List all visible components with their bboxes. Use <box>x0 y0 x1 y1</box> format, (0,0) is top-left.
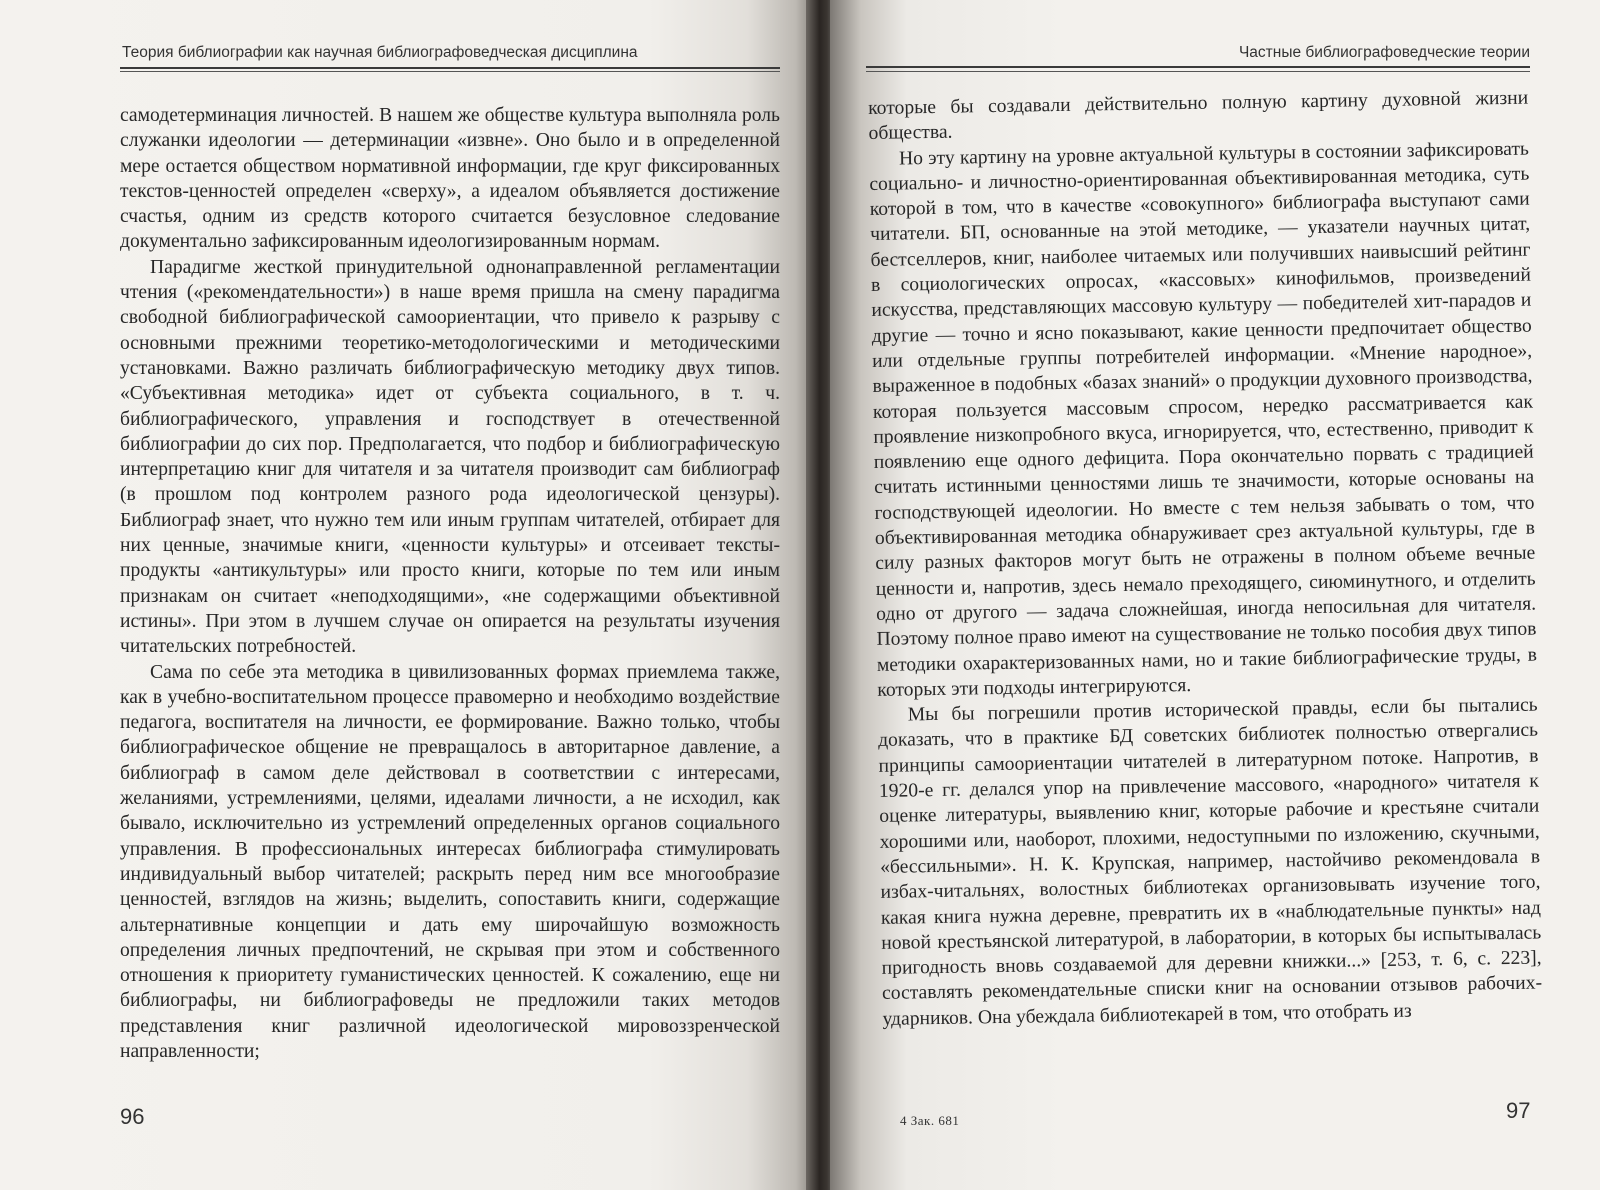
paragraph: Мы бы погрешили против исторической правды, если бы пытались доказать, что в практике БД советских библиотек полностью отвергались принципы самоориентации читателей в литературном потоке. Напротив, в 1920-е гг. делался упор на привлечение массового, «народного» читателя к оценке литературы, выявлению книг, которые рабочие и крестьяне считали хорошими или, наоборот, плохими, недоступными по изложению, скучными, «бессильными». Н. К. Крупская, например, настойчиво рекомендовала в избах-читальнях, волостных библиотеках организовывать изучение того, какая книга нужна деревне, превратить их в «наблюдательные пункты» над новой крестьянской литературой, в лаборатории, в которых бы испытывалась пригодность вновь создаваемой для деревни книжки...» [253, т. 6, с. 223], составлять рекомендательные списки книг на основании отзывов рабочих-ударников. Она убеждала библиотекарей в том, что отобрать из <box>877 694 1543 1030</box>
running-head: Частные библиографоведческие теории <box>1238 44 1530 61</box>
printer-signature: 4 Зак. 681 <box>900 1113 960 1128</box>
paragraph: самодетерминация личностей. В нашем же обществе культура выполняла роль служанки идеологии — детерминации «извне». Оно было и в определенной мере остается обществом нормативной информации, где круг фиксированных текстов-ценностей определен «сверху», а идеалом объявляется достижение счастья, одним из средств которого считается безусловное следование документально зафиксированным идеологизированным нормам. <box>120 105 780 253</box>
paragraph: Но эту картину на уровне актуальной культуры в состоянии зафиксировать социально- и личностно-ориентированная объективированная методика, суть которой в том, что в качестве «совокупного» библиографа выступают сами читатели. БП, основанные на этой методике, — указатели научных цитат, бестселлеров, книг, наиболее читаемых или получивших наивысший рейтинг в социологических опросах, «кассовых» кинофильмов, произведений искусства, представляющих массовую культуру — победителей хит-парадов и другие — точно и ясно показывают, какие ценности предпочитает общество или отдельные группы потребителей информации. «Мнение народное», выраженное в подобных «базах знаний» о продукции духовного производства, которая пользуется массовым спросом, нередко рассматривается как проявление низкопробного вкуса, игнорируется, что, естественно, приводит к появлению еще одного дефицита. Пора окончательно порвать с традицией считать истинными ценностями лишь те значимости, которые основаны на господствующей идеологии. Но вместе с тем нельзя забывать о том, что объективированная методика обнаруживает срез актуальной культуры, где в силу разных факторов могут быть не отражены в полном объеме вечные ценности и, напротив, здесь немало преходящего, сиюминутного, и отделить одно от другого — задача сложнейшая, иногда непосильная для читателя. Поэтому полное право имеют на существование не только пособия двух типов методики охарактеризованных нами, но и такие библиографические труды, в которых эти подходы интегрируются. <box>869 138 1538 701</box>
paragraph: Сама по себе эта методика в цивилизованных формах приемлема также, как в учебно-воспитательном процессе правомерно и необходимо воздействие педагога, воспитателя на личности, ее формирование. Важно только, чтобы библиографическое общение не превращалось в авторитарное давление, а библиограф в самом деле действовал в соответствии с интересами, желаниями, устремлениями, целями, идеалами личности, а не исходил, как бывало, исключительно из устремлений определенных органов социального управления. В профессиональных интересах библиографа стимулировать индивидуальный выбор читателей; раскрыть перед ним все многообразие ценностей, взглядов на жизнь; выделить, сопоставить книги, содержащие альтернативные концепции и дать ему широчайшую возможность определения личных предпочтений, не скрывая при этом и собственного отношения к приоритету гуманистических ценностей. К сожалению, еще ни библиографы, ни библиографоведы не предложили таких методов представления книг различной идеологической мировоззренческой направленности; <box>120 661 780 1062</box>
paragraph: которые бы создавали действительно полную картину духовной жизни общества. <box>868 87 1529 145</box>
right-page <box>830 0 1600 1190</box>
header-rule-thin <box>866 71 1530 72</box>
header-rule-thin <box>120 71 780 72</box>
page-number: 97 <box>1506 1098 1531 1123</box>
running-head: Теория библиографии как научная библиографоведческая дисциплина <box>122 44 638 61</box>
header-rule <box>120 67 780 69</box>
header-rule <box>866 66 1530 68</box>
body-text <box>868 86 1543 1032</box>
page-number: 96 <box>120 1104 145 1129</box>
body-text <box>120 103 780 1064</box>
paragraph: Парадигме жесткой принудительной однонаправленной регламентации чтения («рекомендательности») в наше время пришла на смену парадигма свободной библиографической самоориентации, что привело к разрыву с основными прежними теоретико-методологическими и методическими установками. Важно различать библиографическую методику двух типов. «Субъективная методика» идет от субъекта социального, в т. ч. библиографического, управления и господствует в отечественной библиографии до сих пор. Предполагается, что подбор и библиографическую интерпретацию книг для читателя и за читателя производит сам библиограф (в прошлом под контролем разного рода идеологической цензуры). Библиограф знает, что нужно тем или иным группам читателей, отбирает для них ценные, значимые книги, «ценности культуры» и отсеивает тексты-продукты «антикультуры» или просто книги, которые по тем или иным признакам он считает «неподходящими», «не содержащими объективной истины». При этом в лучшем случае он опирается на результаты изучения читательских потребностей. <box>120 256 780 658</box>
